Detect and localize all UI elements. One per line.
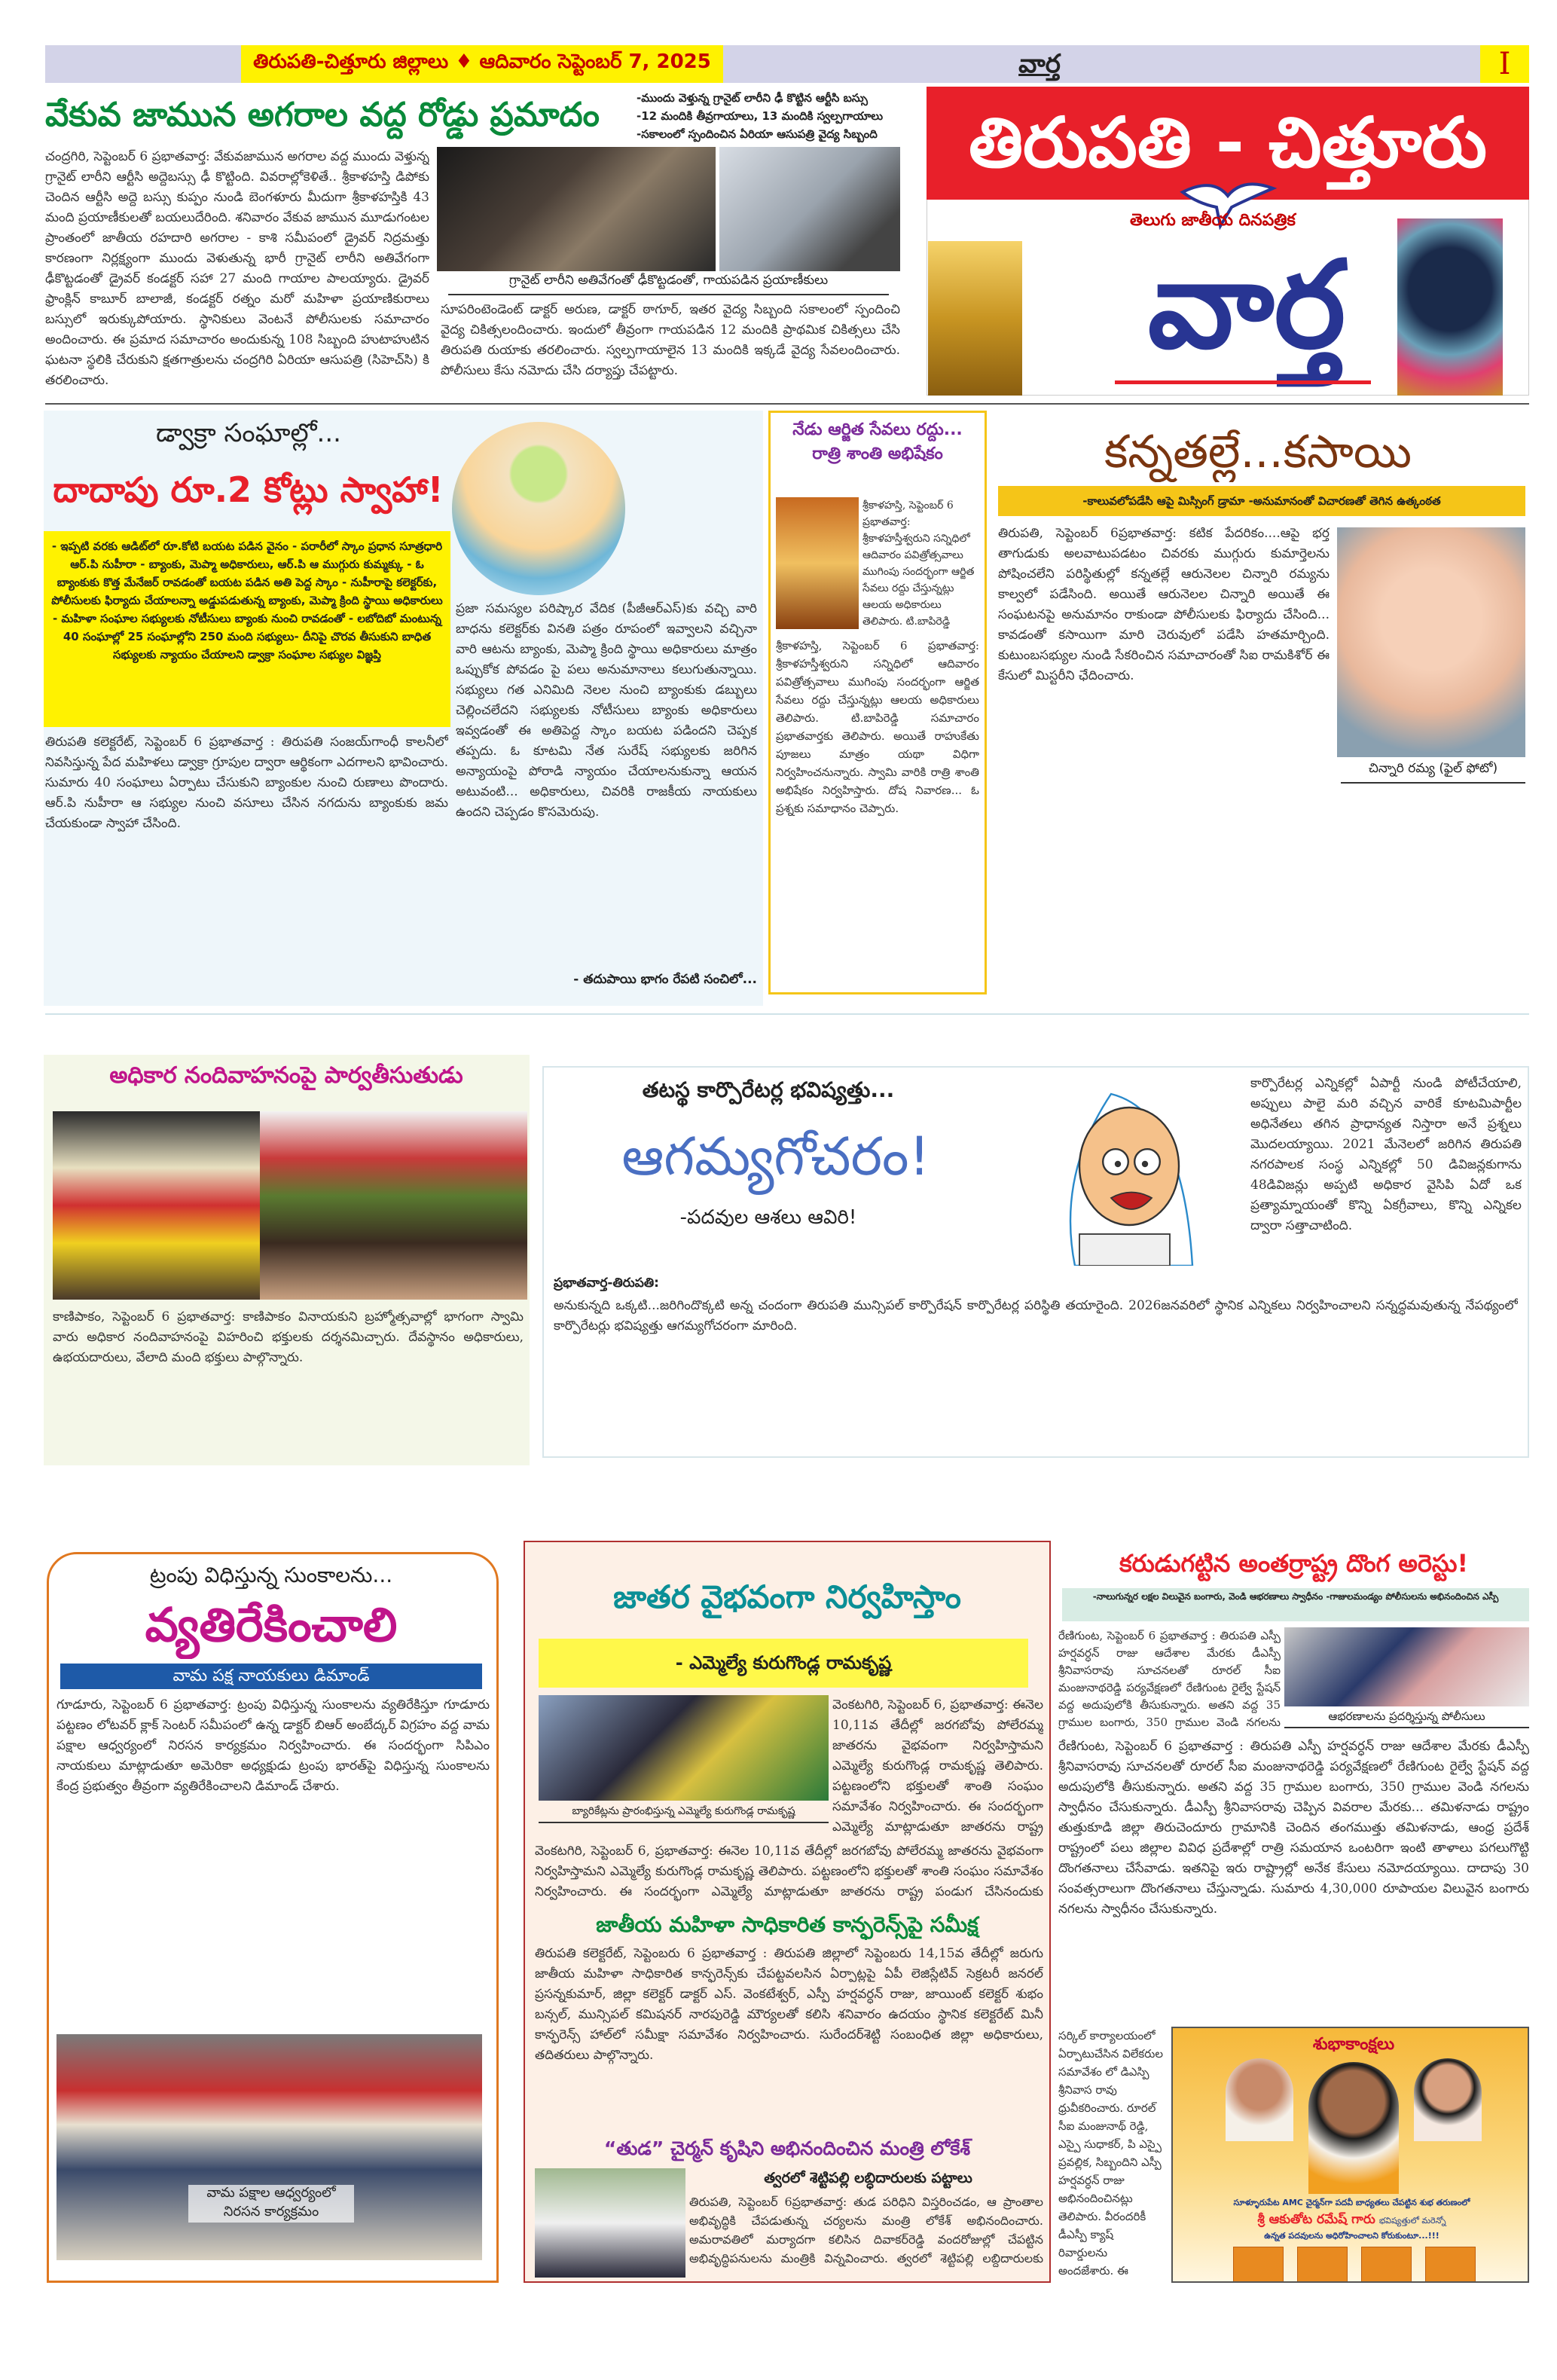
jathara-photo-caption: బ్యారికేట్లను ప్రారంభిస్తున్న ఎమ్మెల్యే కురుగొండ్ల రామకృష్ణ (539, 1804, 829, 1823)
jathara-subhead: - ఎమ్మెల్యే కురుగొండ్ల రామకృష్ణ (539, 1639, 1028, 1688)
thief-body: రేణిగుంట, సెప్టెంబర్ 6 ప్రభాతవార్త : తిరుపతి ఎస్పీ హర్షవర్ధన్ రాజు ఆదేశాల మేరకు డీఎస్పీ శ్రీనివాసరావు సూచనలతో రూరల్ సీఐ మంజునాథరెడ్డి పర్యవేక్షణలో రేణిగుంట రైల్వే స్టేషన్ వద్ద అదుపులోకి తీసుకున్నారు. అతని వద్ద 35 గ్రాముల బంగారు, 350 గ్రాముల వెండి నగలను (1058, 1629, 1281, 1729)
corporators-headline: ఆగమ్యగోచరం! (621, 1126, 930, 1187)
accident-bullet: -సకాలంలో స్పందించిన ఏరియా ఆసుపత్రి వైద్య సిబ్బంది (637, 127, 878, 141)
trump-protest-photo (56, 2034, 482, 2260)
dwcra-headline: దాదాపు రూ.2 కోట్లు స్వాహా! (53, 469, 444, 510)
mother-body: తిరుపతి, సెప్టెంబర్ 6ప్రభాతవార్త: కటిక పేదరికం....ఆపై భర్త తాగుడుకు అలవాటుపడటం చివరకు ముగ్గురు కుమార్తెలను పోషించలేని పరిస్థితుల్లో కన్నతల్లే ఆరునెలల చిన్నారి రమ్యను కాల్వలో పడేసింది. అయితే ఆరునెలల చిన్నారి అయితే ఈ సంఘటనపై అనుమానం రాకుండా పోలీసులకు ఫిర్యాదు చేసింది... కావడంతో కసాయిగా మారి చెరువులో పడేసి హతమార్చింది. కుటుంబసభ్యుల నుండి సేకరించిన సమాచారంతో సిఐ రామకిశోర్ ఈ కేసులో మిస్టరీని ఛేదించారు. (998, 526, 1330, 683)
tuda-subhead: త్వరలో శెట్టిపల్లి లబ్ధిదారులకు పట్టాలు (764, 2170, 972, 2186)
ad-name-line (1180, 2210, 1523, 2230)
angry-man-cartoon-icon (1002, 1085, 1243, 1266)
mother-subhead: -కాలువలోపడేసి ఆపై మిస్సింగ్ డ్రామా -అనుమానంతో విచారణతో తెగిన ఉత్కంఠత (998, 486, 1525, 516)
corporators-byline: ప్రభాతవార్త-తిరుపతి: (554, 1276, 659, 1291)
women-conf-body: తిరుపతి కలెక్టరేట్, సెప్టెంబరు 6 ప్రభాతవార్త : తిరుపతి జిల్లాలో సెప్టెంబరు 14,15వ తేదీల్లో జరుగు జాతీయ మహిళా సాధికారిత కాన్ఫరెన్స్‌కు చేపట్టవలసిన ఏర్పాట్లపై ఏపీ లెజిస్లేటివ్ సెక్రటరీ జనరల్ ప్రసన్నకుమార్, జిల్లా కలెక్టర్ డాక్టర్ ఎస్. వెంకటేశ్వర్, ఎస్పీ హర్షవర్ధన్ రాజు, జాయింట్ కలెక్టర్ శుభం బన్సల్, మున్సిపల్ కమిషనర్ నారపురెడ్డి మౌర్యలతో కలిసి శనివారం ఉదయం స్థానిక కలెక్టరేట్ మినీ కాన్ఫరెన్స్ హాల్‌లో సమీక్షా సమావేశం నిర్వహించారు. సురేందర్‌శెట్టి సంబంధిత జిల్లా అధికారులు, తదితరులు పాల్గొన్నారు. (535, 1946, 1043, 2063)
accident-body-continued: సూపరింటెండెంట్ డాక్టర్ అరుణ, డాక్టర్ ఠాగూర్, ఇతర వైద్య సిబ్బంది సకాలంలో స్పందించి వైద్య చికిత్సలందించారు. ఇందులో తీవ్రంగా గాయపడిన 12 మందికి ప్రాథమిక చికిత్సలు చేసి తిరుపతి రుయాకు తరలించారు. స్వల్పగాయాలైన 13 మందికి ఇక్కడే వైద్య సేవలందించారు. పోలీసులు కేసు నమోదు చేసి దర్యాప్తు చేపట్టారు. (441, 302, 900, 378)
thief-body-continued: రేణిగుంట, సెప్టెంబర్ 6 ప్రభాతవార్త : తిరుపతి ఎస్పీ హర్షవర్ధన్ రాజు ఆదేశాల మేరకు డీఎస్పీ శ్రీనివాసరావు సూచనలతో రూరల్ సీఐ మంజునాథరెడ్డి పర్యవేక్షణలో రేణిగుంట రైల్వే స్టేషన్ వద్ద అదుపులోకి తీసుకున్నారు. అతని వద్ద 35 గ్రాముల బంగారు, 350 గ్రాముల వెండి నగలను స్వాధీనం చేసుకున్నారు. డీఎస్పీ శ్రీనివాసరావు చెప్పిన వివరాల మేరకు... తమిళనాడు రాష్ట్రం తుత్తుకూడి జిల్లా తిరుచెందూరు గ్రామానికి చెందిన తంగముత్తు తమిళనాడు, ఆంధ్ర ప్రదేశ్ రాష్ట్రంలో పలు జిల్లాల వివిధ ప్రదేశాల్లో రాత్రి సమయాన ఒంటరిగా ఇంటి తాళాలు పగలుగొట్టి దొంగతనాలు చేసేవాడు. ఇతనిపై ఇరు రాష్ట్రాల్లో అనేక కేసులు నమోదయ్యాయి. దాదాపు 30 సంవత్సరాలుగా దొంగతనాలు చేస్తున్నాడు. సుమారు 4,30,000 రూపాయల విలువైన బంగారు నగలను స్వాధీనం చేసుకున్నారు. (1058, 1739, 1529, 1917)
accident-photo-caption: గ్రానైట్ లారీని అతివేగంతో ఢీకొట్టడంతో, గాయపడిన ప్రయాణీకులు (448, 273, 889, 295)
child-photo (1337, 527, 1525, 757)
advertisement (1171, 2027, 1529, 2283)
accident-bullet: -12 మందికి తీవ్రగాయాలు, 13 మందికి స్వల్పగాయాలు (637, 109, 884, 123)
trump-photo-caption: వామ పక్షాల ఆధ్వర్యంలో నిరసన కార్యక్రమం (188, 2185, 354, 2223)
ad-name: శ్రీ ఆకుతోట రమేష్ గారు (1257, 2212, 1375, 2227)
jathara-photo (539, 1695, 829, 1801)
ad-line1: సూళ్ళూరుపేట AMC చైర్మన్‌గా పదవీ బాధ్యతలు చేపట్టిన శుభ తరుణంలో (1233, 2198, 1470, 2207)
masthead-tagline: తెలుగు జాతీయ దినపత్రిక (1130, 211, 1296, 230)
tuda-body: తిరుపతి, సెప్టెంబర్ 6ప్రభాతవార్త: తుడ పరిధిని విస్తరించడం, ఆ ప్రాంతాల అభివృద్ధికి చేపడుతున్న చర్యలను మంత్రి లోకేశ్ అభినందించారు. అమరావతిలో మర్యాదగా కలిసిన దివాకర్‌రెడ్డి వందరోజుల్లో చేపట్టిన అభివృద్ధిపనులను మంత్రికి విన్నవించారు. త్వరలో శెట్టిపల్లి లబ్దిదారులకు (689, 2195, 1043, 2265)
srikalahasti-body: శ్రీకాళహస్తి, సెప్టెంబర్ 6 ప్రభాతవార్త: శ్రీకాళహస్తీశ్వరుని సన్నిధిలో ఆదివారం పవిత్రోత్సవాలు ముగింపు సందర్భంగా ఆర్జిత సేవలు రద్దు చేస్తున్నట్లు ఆలయ అధికారులు తెలిపారు. టి.బాపిరెడ్డి (862, 500, 975, 628)
ad-portrait-main (1308, 2062, 1399, 2194)
ad-thumb-4 (1425, 2247, 1476, 2282)
dwcra-side-body: ప్రజా సమస్యల పరిష్కార వేదిక (పీజీఆర్‌ఎస్)కు వచ్చి వారి బాధను కలెక్టర్‌కు వినతి పత్రం రూపంలో ఇవ్వాలని వచ్చినా వారి ఆటను బ్యాంకు, మెప్మా క్రింది స్థాయి అధికారులు మాత్రం ఒప్పుకోక పోవడం పై పలు అనుమానాలు కలుగుతున్నాయి. సభ్యులు గత ఎనిమిది నెలల నుంచి బ్యాంకుకు డబ్బులు చెల్లించలేదని సభ్యులకు నోటీసులు బ్యాంకు అధికారులు ఇవ్వడంతో ఈ అతిపెద్ద స్కాం బయట పడిందని చెప్పక తప్పదు. ఓ కూటమి నేత సురేష్ సభ్యులకు జరిగిన అన్యాయంపై పోరాడి న్యాయం చేయాలనుకున్నా ఆయన అటువంటి... అధికారులు, చివరికి రాజకీయ నాయకులు ఉందని చెప్పడం కొసమెరుపు. (456, 601, 757, 820)
page-number: I (1480, 45, 1529, 83)
parvathi-photo-deity (53, 1111, 260, 1300)
small-logo: వార్త (1018, 49, 1061, 79)
parvathi-body: కాణిపాకం, సెప్టెంబర్ 6 ప్రభాతవార్త: కాణిపాకం వినాయకుని బ్రహ్మోత్సవాల్లో భాగంగా స్వామి వారు అధికార నందివాహనంపై విహరించి భక్తులకు దర్శనమిచ్చారు. దేవస్థానం అధికారులు, ఉభయదారులు, వేలాది మంది భక్తులు పాల్గొన్నారు. (53, 1309, 524, 1365)
dwcra-body: తిరుపతి కలెక్టరేట్, సెప్టెంబర్ 6 ప్రభాతవార్త : తిరుపతి సంజయ్‌గాంధీ కాలనీలో నివసిస్తున్న పేద మహిళలు డ్వాక్రా గ్రూపుల ద్వారా ఆర్థికంగా ఎదగాలని భావించారు. సుమారు 40 సంఘాలు ఏర్పాటు చేసుకుని బ్యాంకుల నుంచి రుణాలు పొందారు. ఆర్.పి నుహీరా ఆ సభ్యుల నుంచి వసూలు చేసిన నగదును బ్యాంకుకు జమ చేయకుండా స్వాహా చేసింది. (45, 735, 448, 831)
dwcra-continued: - తదుపాయి భాగం రేపటి సంచిలో... (573, 972, 757, 987)
child-photo-caption: చిన్నారి రమ్య (ఫైల్ ఫోటో) (1341, 761, 1525, 784)
ad-thumb-2 (1297, 2247, 1348, 2282)
corporators-body: అనుకున్నది ఒక్కటి...జరిగిందొక్కటి అన్న చందంగా తిరుపతి మున్సిపల్ కార్పొరేషన్ కార్పొరేటర్ల పరిస్థితి తయారైంది. 2026జనవరిలో స్థానిక ఎన్నికలు నిర్వహించాలని సన్నద్ధమవుతున్న నేపథ్యంలో కార్పొరేటర్లు భవిష్యత్తు ఆగమ్యగోచరంగా మారింది. (554, 1298, 1518, 1334)
accident-headline: వేకువ జామున అగరాల వద్ద రోడ్డు ప్రమాదం (45, 96, 600, 134)
mother-headline: కన్నతల్లే...కసాయి (1104, 426, 1412, 478)
thief-photo (1284, 1627, 1529, 1706)
thief-headline: కరుడుగట్టిన అంతర్రాష్ట్ర దొంగ అరెస్టు! (1119, 1549, 1469, 1578)
ad-portrait-right (1414, 2058, 1482, 2141)
masthead-underline (1115, 380, 1371, 384)
ad-greeting: శుభాకాంక్షలు (1312, 2035, 1395, 2054)
ad-thumb-3 (1361, 2247, 1412, 2282)
masthead-logo: వార్త (1147, 234, 1346, 375)
edition-date: తిరుపతి-చిత్తూరు జిల్లాలు ♦ ఆదివారం సెప్టెంబర్ 7, 2025 (241, 45, 723, 83)
trump-body: గూడూరు, సెప్టెంబర్ 6 ప్రభాతవార్త: ట్రంపు విధిస్తున్న సుంకాలను వ్యతిరేకిస్తూ గూడూరు పట్టణం లోటవర్ క్లాక్ సెంటర్ సమీపంలో ఉన్న డాక్టర్ బిఆర్ అంబేద్కర్ విగ్రహం వద్ద వామ పక్షాల ఆధ్వర్యంలో నిరసన కార్యక్రమం నిర్వహించారు. ఈ సందర్భంగా సిపిఎం నాయకులు మాట్లాడుతూ అమెరికా అధ్యక్షుడు ట్రంపు భారత్‌పై విధిస్తున్న సుంకాలను కేంద్ర ప్రభుత్వం తీవ్రంగా వ్యతిరేకించాలని డిమాండ్ చేశారు. (56, 1697, 490, 1794)
dwcra-summary: - ఇప్పటి వరకు ఆడిట్‌లో రూ.కోటి బయట పడిన వైనం - పరారీలో స్కాం ప్రధాన సూత్రధారి ఆర్.పి నుహీరా - బ్యాంకు, మెప్మా అధికారులు, ఆర్.పి ఆ ముగ్గురు కుమ్మక్కు - ఓ బ్యాంకుకు కొత్త మేనేజర్ రావడంతో బయట పడిన అతి పెద్ద స్కాం - నుహీరాపై కలెక్టర్‌కు, పోలీసులకు ఫిర్యాదు చేయాలన్నా అడ్డుపడుతున్న బ్యాంకు, మెప్మా క్రింది స్థాయి అధికారులు - మహిళా సంఘాల సభ్యులకు నోటీసులు బ్యాంకు నుంచి రావడంతో - లబోదిబో మంటున్న 40 సంఘాల్లో 25 సంఘాల్లోని 250 మంది సభ్యులు- దీనిపై చొరవ తీసుకుని బాధిత సభ్యులకు న్యాయం చేయాలని డ్వాక్రా సంఘాల సభ్యుల విజ్ఞప్తి (44, 531, 450, 727)
thief-photo-caption: ఆభరణాలను ప్రదర్శిస్తున్న పోలీసులు (1284, 1709, 1529, 1728)
srikalahasti-body-continued: శ్రీకాళహస్తి, సెప్టెంబర్ 6 ప్రభాతవార్త: శ్రీకాళహస్తీశ్వరుని సన్నిధిలో ఆదివారం పవిత్రోత్సవాలు ముగింపు సందర్భంగా ఆర్జిత సేవలు రద్దు చేస్తున్నట్లు ఆలయ అధికారులు తెలిపారు. టి.బాపిరెడ్డి సమాచారం ప్రభాతవార్తకు తెలిపారు. అయితే రాహుకేతు పూజలు మాత్రం యథా విధిగా నిర్వహించనున్నారు. స్వామి వారికి రాత్రి శాంతి అభిషేకం నిర్వహిస్తారు. దోష నివారణ... ఓ ప్రశ్నకు సమాధానం చెప్పారు. (776, 639, 979, 815)
masthead-region-title: తిరుపతి - చిత్తూరు (927, 87, 1529, 200)
corporators-side-body: కార్పొరేటర్ల ఎన్నికల్లో ఏపార్టీ నుండి పోటీచేయాలి, అప్పులు పాలై మరి వచ్చిన వారికే కూటమిపార్టీల అధినేతలు తగిన ప్రాధాన్యత నిస్తారా అనే ప్రశ్నలు మొదలయ్యాయి. 2021 మేనెలలో జరిగిన తిరుపతి నగరపాలక సంస్థ ఎన్నికల్లో 50 డివిజన్లకుగాను 48డివిజన్లు అప్పటి అధికార వైసిపి ఏదో ఒక ప్రత్యామ్నాయంతో కొన్ని ఏకగ్రీవాలు, కొన్ని ఎన్నికల ద్వారా సత్తాచాటింది. (1250, 1076, 1522, 1233)
jathara-body: వెంకటగిరి, సెప్టెంబర్ 6, ప్రభాతవార్త: ఈనెల 10,11వ తేదీల్లో జరగబోవు పోలేరమ్మ జాతరను వైభవంగా నిర్వహిస్తామని ఎమ్మెల్యే కురుగొండ్ల రామకృష్ణ తెలిపారు. పట్టణంలోని భక్తులతో శాంతి సంఘం సమావేశం నిర్వహించారు. ఈ సందర్భంగా ఎమ్మెల్యే మాట్లాడుతూ జాతరను రాష్ట్ర (832, 1697, 1043, 1835)
trump-subhead: వామ పక్ష నాయకులు డిమాండ్ (172, 1667, 370, 1685)
accident-bullet: -ముందు వెళ్తున్న గ్రానైట్ లారీని ఢీ కొట్టిన ఆర్టీసి బస్సు (637, 91, 868, 105)
ad-thumb-1 (1233, 2247, 1284, 2282)
jathara-headline: జాతర వైభవంగా నిర్వహిస్తాం (613, 1578, 961, 1615)
temple-gopuram-image (928, 241, 1022, 396)
thief-side-body: సర్కిల్ కార్యాలయంలో ఏర్పాటుచేసిన విలేకరుల సమావేశం లో డిఎస్పి శ్రీనివాస రావు ధ్రువీకరించారు. రూరల్ సీఐ మంజునాథ్ రెడ్డి, ఎస్పై సుధాకర్, పి ఎస్పై ప్రవల్లిక, సిబ్బందిని ఎస్పీ హర్షవర్ధన్ రాజు అభినందించినట్లు తెలిపారు. వీరందరికీ డీఎస్పీ క్యాష్ రివార్డులను అందజేశారు. ఈ (1058, 2029, 1163, 2278)
dwcra-illustration (452, 422, 625, 595)
accident-body: చంద్రగిరి, సెప్టెంబర్ 6 ప్రభాతవార్త: వేకువజామున అగరాల వద్ద ముందు వెళ్తున్న గ్రానైట్ లారీని ఆర్టీసి అద్దెబస్సు ఢీ కొట్టింది. వివరాల్లోకెళితే.. శ్రీకాళహస్తి డిపోకు చెందిన ఆర్టీసి అద్దె బస్సు కుప్పం నుండి బెంగళూరు మీదుగా శ్రీకాళహస్తికి 43 మంది ప్రయాణీకులతో బయలుదేరింది. శనివారం వేకువ జామున మూడుగంటల ప్రాంతంలో జాతీయ రహదారి అగరాల - కాశి సమీపంలో డ్రైవర్ నిద్రమత్తు కారణంగా నిర్లక్ష్యంగా ముందు వెళుతున్న భారీ గ్రానైట్ లారీని అతివేగంగా ఢీకొట్టడంతో డ్రైవర్ కండక్టర్ సహా 27 మంది గాయాల పాలయ్యారు. డ్రైవర్ ఫ్రాంక్లిన్ కాబూర్ బాలాజీ, కండక్టర్ రత్నం మరో మహిళా ప్రయాణికురాలు బస్సులో ఇరుక్కుపోయారు. స్థానికులు వెంటనే పోలీసులకు సమాచారం అందించారు. ఈ ప్రమాద సమాచారం అందుకున్న 108 సిబ్బంది హుటాహుటిన ఘటనా స్థలికి చేరుకుని క్షతగాత్రులను చంద్రగిరి ఏరియా ఆసుపత్రి (సిహెచ్‌సి) కి తరలించారు. (45, 149, 429, 388)
section-divider (45, 403, 1529, 405)
section-divider (45, 1013, 1529, 1015)
accident-photo-hospital (719, 147, 900, 271)
srikalahasti-headline: నేడు ఆర్జిత సేవలు రద్దు... రాత్రి శాంతి అభిషేకం (792, 420, 963, 463)
thief-subhead: -నాలుగున్నర లక్షల విలువైన బంగారు, వెండి ఆభరణాలు స్వాధీనం -గాజులమండ్యం పోలీసులను అభినందించిన ఎస్పీ (1062, 1588, 1529, 1621)
parvathi-headline: అధికార నందివాహనంపై పార్వతీసుతుడు (109, 1062, 463, 1089)
ad-line2: భవిష్యత్తులో మరెన్నో (1378, 2216, 1446, 2226)
corporators-subhead: -పదవుల ఆశలు ఆవిరి! (679, 1206, 857, 1229)
ad-line3: ఉన్నత పదవులను అధిరోహించాలని కోరుకుంటూ...!!! (1264, 2231, 1439, 2241)
srikalahasti-photo (776, 497, 859, 629)
dwcra-kicker: డ్వాక్రా సంఘాల్లో... (156, 418, 341, 448)
trump-kicker: ట్రంపు విధిస్తున్న సుంకాలను... (149, 1563, 393, 1587)
trump-headline: వ్యతిరేకించాలి (145, 1597, 398, 1652)
women-conf-headline: జాతీయ మహిళా సాధికారిత కాన్ఫరెన్స్‌పై సమీక్ష (596, 1912, 978, 1937)
corporators-kicker: తటస్థ కార్పొరేటర్ల భవిష్యత్తు... (642, 1077, 895, 1102)
tuda-headline: “తుడ” చైర్మన్ కృషిని అభినందించిన మంత్రి లోకేశ్ (603, 2137, 971, 2159)
ad-portrait-left (1226, 2058, 1293, 2141)
accident-bullets (637, 89, 923, 143)
jathara-body-continued: వెంకటగిరి, సెప్టెంబర్ 6, ప్రభాతవార్త: ఈనెల 10,11వ తేదీల్లో జరగబోవు పోలేరమ్మ జాతరను వైభవంగా నిర్వహిస్తామని ఎమ్మెల్యే కురుగొండ్ల రామకృష్ణ తెలిపారు. పట్టణంలోని భక్తులతో శాంతి సంఘం సమావేశం నిర్వహించారు. ఈ సందర్భంగా ఎమ్మెల్యే మాట్లాడుతూ జాతరను రాష్ట్ర పండుగ చేసినందుకు (535, 1844, 1043, 1899)
parvathi-photo-crowd (260, 1111, 527, 1300)
deity-image (1397, 218, 1503, 396)
accident-photo-bus (437, 147, 716, 271)
tuda-photo (535, 2168, 685, 2278)
